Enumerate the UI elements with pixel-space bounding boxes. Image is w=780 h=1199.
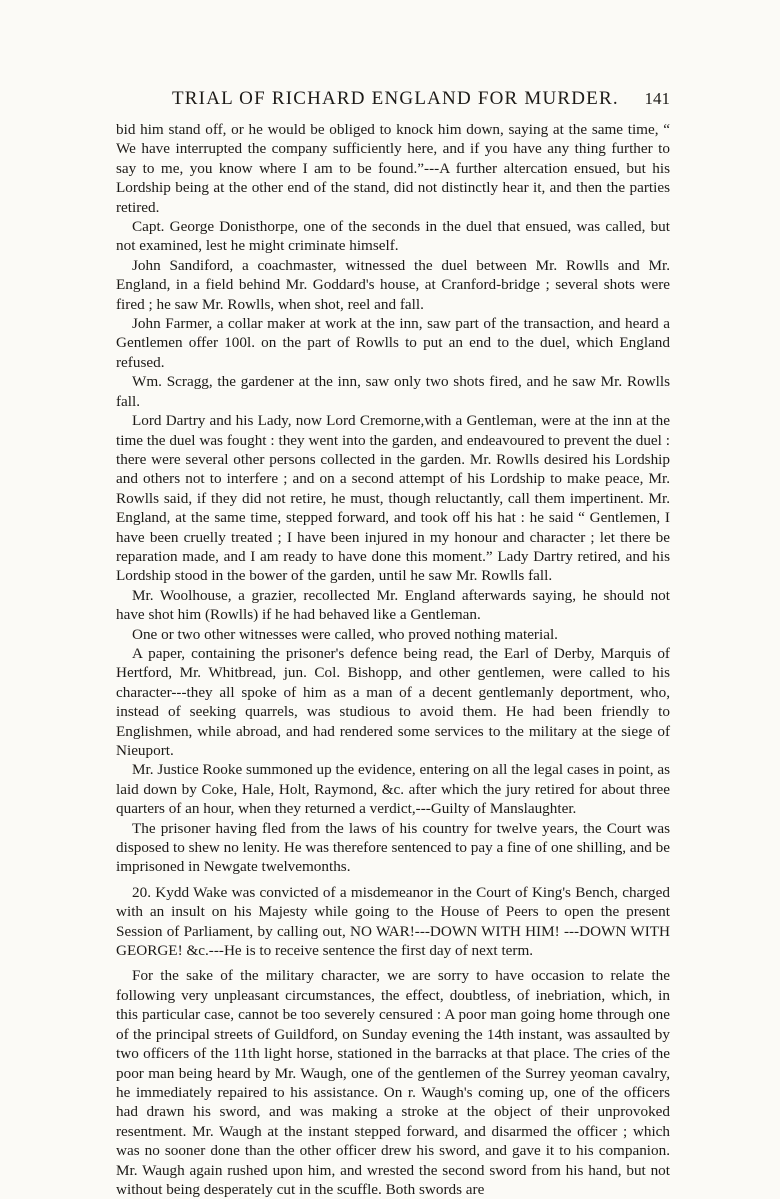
paragraph: Mr. Justice Rooke summoned up the evidence, entering on all the legal cases in point, as laid down by Coke, Hale, Holt, Raymond, &c. after which the jury retired for about three quarters of an hour, when they returned a verdict,---Guilty of Manslaughter.	[116, 761, 670, 818]
body-text	[116, 120, 670, 1199]
paragraph: John Sandiford, a coachmaster, witnessed the duel between Mr. Rowlls and Mr. England, in a field behind Mr. Goddard's house, at Cranford-bridge ; several shots were fired ; he saw Mr. Rowlls, when shot, reel and fall.	[116, 256, 670, 313]
paragraph: One or two other witnesses were called, who proved nothing material.	[132, 625, 558, 643]
paragraph: Lord Dartry and his Lady, now Lord Cremorne,with a Gentleman, were at the inn at the time the duel was fought : they went into the garden, and endeavoured to prevent the duel : there were several other persons collected in the garden. Mr. Rowlls desired his Lordship and others not to interfere ; and on a second attempt of his Lordship to make peace, Mr. Rowlls said, if they did not retire, he must, though reluctantly, call them impertinent. Mr. England, at the same time, stepped forward, and took off his hat : he said “ Gentlemen, I have been cruelly treated ; I have been injured in my honour and character ; let there be reparation made, and I am ready to have done this moment.” Lady Dartry retired, and his Lordship stood in the bower of the garden, until he saw Mr. Rowlls fall.	[116, 412, 670, 585]
paragraph: Wm. Scragg, the gardener at the inn, saw only two shots fired, and he saw Mr. Rowlls fall.	[116, 373, 670, 410]
paragraph: The prisoner having fled from the laws of his country for twelve years, the Court was disposed to shew no lenity. He was therefore sentenced to pay a fine of one shilling, and be imprisoned in Newgate twelvemonths.	[116, 819, 670, 876]
paragraph: 20. Kydd Wake was convicted of a misdemeanor in the Court of King's Bench, charged with an insult on his Majesty while going to the House of Peers to open the present Session of Parliament, by calling out, NO WAR!---DOWN WITH HIM! ---DOWN WITH GEORGE! &c.---He is to receive sentence the first day of next term.	[116, 883, 670, 960]
paragraph: Capt. George Donisthorpe, one of the seconds in the duel that ensued, was called, but not examined, lest he might criminate himself.	[116, 218, 670, 255]
running-title: TRIAL OF RICHARD ENGLAND FOR MURDER.	[172, 88, 619, 109]
paragraph: bid him stand off, or he would be obliged to knock him down, saying at the same time, “ We have interrupted the company sufficiently here, and if you have any thing further to say to me, you know where I am to be found.”---A further altercation ensued, but his Lordship being at the other end of the stand, did not distinctly hear it, and then the parties retired.	[116, 121, 670, 216]
running-header	[172, 88, 670, 110]
paragraph: Mr. Woolhouse, a grazier, recollected Mr. England afterwards saying, he should not have shot him (Rowlls) if he had behaved like a Gentleman.	[116, 586, 670, 624]
paragraph: John Farmer, a collar maker at work at the inn, saw part of the transaction, and heard a Gentlemen offer 100l. on the part of Rowlls to put an end to the duel, which England refused.	[116, 315, 670, 371]
page-number: 141	[644, 89, 670, 108]
paragraph: A paper, containing the prisoner's defence being read, the Earl of Derby, Marquis of Hertford, Mr. Whitbread, jun. Col. Bishopp, and other gentlemen, were called to his character---they all spoke of him as a man of a decent gentlemanly deportment, who, instead of seeking quarrels, was studious to avoid them. He had been friendly to Englishmen, while abroad, and had rendered some services to the military at the siege of Nieuport.	[116, 644, 670, 759]
paragraph: For the sake of the military character, we are sorry to have occasion to relate the following very unpleasant circumstances, the effect, doubtless, of inebriation, which, in this particular case, cannot be too severely censured : A poor man going home through one of the principal streets of Guildford, on Sunday evening the 14th instant, was assaulted by two officers of the 11th light horse, stationed in the barracks at that place. The cries of the poor man being heard by Mr. Waugh, one of the gentlemen of the Surrey yeoman cavalry, he immediately repaired to his assistance. On r. Waugh's coming up, one of the officers had drawn his sword, and was making a stroke at the object of their unprovoked resentment. Mr. Waugh at the instant stepped forward, and disarmed the officer ; which was no sooner done than the other officer drew his sword, and gave it to his companion. Mr. Waugh again rushed upon him, and wrested the second sword from his hand, but not without being desperately cut in the scuffle. Both swords are	[116, 967, 670, 1198]
